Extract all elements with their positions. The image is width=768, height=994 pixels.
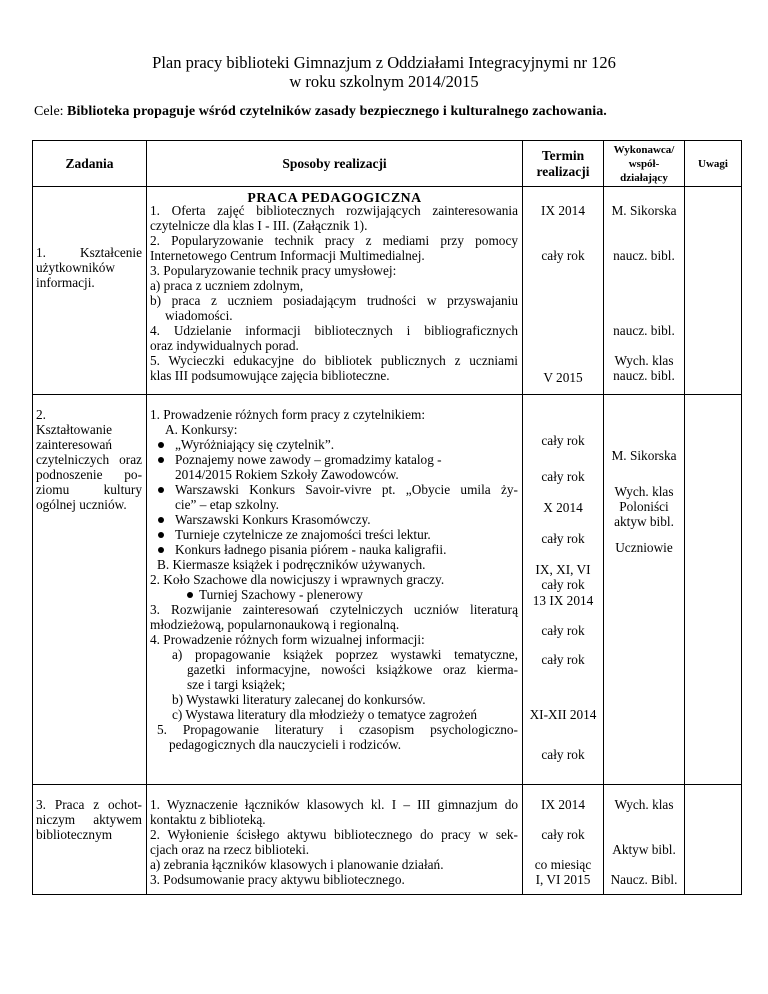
term-value: IX 2014: [541, 797, 585, 812]
executor-cell: [604, 785, 685, 895]
task-line: bibliotecznym: [36, 827, 113, 842]
col-header-executor-line: działający: [620, 171, 668, 184]
task-line: podnoszenie po-: [36, 467, 142, 482]
task-line: 2.: [36, 407, 46, 422]
method-line: Internetowego Centrum Informacji Multimedialnej.: [150, 248, 425, 263]
term-value: cały rok: [541, 747, 585, 762]
task-line: zainteresowań: [36, 437, 113, 452]
bullet-icon: [187, 592, 193, 598]
method-line: B. Kiermasze książek i podręczników używanych.: [157, 557, 426, 572]
method-line: „Wyróżniający się czytelnik”.: [175, 437, 335, 452]
col-header-methods: Sposoby realizacji: [147, 141, 523, 187]
term-cell: [523, 187, 604, 395]
method-line: 2014/2015 Rokiem Szkoły Zawodowców.: [175, 467, 399, 482]
term-value: co miesiąc: [534, 857, 592, 872]
method-line: 2. Wyłonienie ścisłego aktywu bibliotecznego do pracy w sek-: [150, 827, 518, 842]
method-line: 3. Popularyzowanie technik pracy umysłowej:: [150, 263, 397, 278]
col-header-term: [523, 141, 604, 187]
executor-cell: [604, 395, 685, 785]
title-line-2: w roku szkolnym 2014/2015: [289, 72, 479, 91]
task-line: 1. Kształcenie: [36, 245, 142, 260]
task-line: użytkowników: [36, 260, 116, 275]
task-line: informacji.: [36, 275, 95, 290]
task-line: 3. Praca z ochot-: [36, 797, 142, 812]
method-line: cie” – etap szkolny.: [175, 497, 279, 512]
term-value: cały rok: [541, 433, 585, 448]
method-line: 1. Prowadzenie różnych form pracy z czytelnikiem:: [150, 407, 426, 422]
method-line: gazetki informacyjne, nowości książkowe oraz kierma-: [187, 662, 518, 677]
goal-prefix: Cele:: [34, 104, 68, 119]
task-cell: [33, 395, 147, 785]
executor-value: Uczniowie: [615, 540, 673, 555]
task-cell: [33, 785, 147, 895]
task-line: ogólnej uczniów.: [36, 497, 127, 512]
term-value: X 2014: [543, 500, 583, 515]
method-line: klas III podsumowujące zajęcia biblioteczne.: [150, 368, 390, 383]
method-line: cjach oraz na rzecz biblioteki.: [150, 842, 310, 857]
term-value: IX, XI, VI: [535, 562, 591, 577]
method-line: Poznajemy nowe zawody – gromadzimy katalog -: [175, 452, 442, 467]
plan-table: [32, 140, 742, 895]
bullet-icon: [158, 487, 164, 493]
table-row: [33, 785, 742, 895]
method-line: czytelnicze dla klas I - III. (Załącznik 1).: [150, 218, 368, 233]
method-line: oraz indywidualnych porad.: [150, 338, 299, 353]
col-header-executor: [604, 141, 685, 187]
executor-value: Poloniści: [619, 499, 669, 514]
executor-value: Wych. klas: [614, 484, 674, 499]
term-value: V 2015: [543, 370, 583, 385]
col-header-executor-line: współ-: [628, 157, 660, 170]
bullet-icon: [158, 442, 164, 448]
table-row: [33, 395, 742, 785]
executor-value: Naucz. Bibl.: [610, 872, 678, 887]
task-line: ziomu kultury: [36, 482, 142, 497]
methods-cell: [147, 785, 523, 895]
method-line: 3. Podsumowanie pracy aktywu bibliotecznego.: [150, 872, 405, 887]
method-line: 1. Oferta zajęć bibliotecznych rozwijających zainteresowania: [150, 203, 518, 218]
title-line-1: Plan pracy biblioteki Gimnazjum z Oddziałami Integracyjnymi nr 126: [152, 53, 616, 72]
method-line: Turnieje czytelnicze ze znajomości treści lektur.: [175, 527, 431, 542]
method-line: 3. Rozwijanie zainteresowań czytelniczych uczniów literaturą: [150, 602, 518, 617]
method-line: b) praca z uczniem posiadającym trudności w przyswajaniu: [150, 293, 518, 308]
method-line: 2. Popularyzowanie technik pracy z mediami przy pomocy: [150, 233, 518, 248]
term-cell: [523, 395, 604, 785]
executor-value: Wych. klas: [614, 353, 674, 368]
executor-value: naucz. bibl.: [613, 248, 675, 263]
notes-cell: [685, 785, 742, 895]
method-line: Warszawski Konkurs Krasomówczy.: [175, 512, 371, 527]
method-line: 4. Udzielanie informacji bibliotecznych i bibliograficznych: [150, 323, 518, 338]
method-line: kontaktu z biblioteką.: [150, 812, 266, 827]
term-value: XI-XII 2014: [529, 707, 597, 722]
method-line: 1. Wyznaczenie łączników klasowych kl. I – III gimnazjum do: [150, 797, 518, 812]
col-header-tasks: Zadania: [33, 141, 147, 187]
method-line: A. Konkursy:: [165, 422, 238, 437]
method-line: c) Wystawa literatury dla młodzieży o tematyce zagrożeń: [172, 707, 478, 722]
term-value: IX 2014: [541, 203, 585, 218]
methods-cell: [147, 187, 523, 395]
method-line: Turniej Szachowy - plenerowy: [199, 587, 363, 602]
col-header-term-line: realizacji: [536, 163, 590, 179]
method-line: 4. Prowadzenie różnych form wizualnej informacji:: [150, 632, 425, 647]
bullet-icon: [158, 457, 164, 463]
task-line: niczym aktywem: [36, 812, 142, 827]
term-value: cały rok: [541, 469, 585, 484]
document-title: [0, 53, 768, 91]
notes-cell: [685, 187, 742, 395]
table-row: [33, 187, 742, 395]
term-value: cały rok: [541, 652, 585, 667]
executor-value: Aktyw bibl.: [612, 842, 676, 857]
bullet-icon: [158, 532, 164, 538]
method-line: a) zebrania łączników klasowych i planowanie działań.: [150, 857, 444, 872]
term-value: cały rok: [541, 531, 585, 546]
term-value: cały rok: [541, 248, 585, 263]
term-value: cały rok: [541, 827, 585, 842]
executor-value: M. Sikorska: [611, 203, 677, 218]
method-line: 5. Propagowanie literatury i czasopism psychologiczno-: [157, 722, 518, 737]
methods-cell: [147, 395, 523, 785]
bullet-icon: [158, 547, 164, 553]
goal-text: Biblioteka propaguje wśród czytelników zasady bezpiecznego i kulturalnego zachowania.: [67, 104, 607, 119]
method-line: a) praca z uczniem zdolnym,: [150, 278, 304, 293]
task-line: Kształtowanie: [36, 422, 113, 437]
method-line: a) propagowanie książek poprzez wystawki tematyczne,: [172, 647, 518, 662]
executor-value: Wych. klas: [614, 797, 674, 812]
goal-line: [34, 104, 754, 120]
method-line: pedagogicznych dla nauczycieli i rodziców.: [169, 737, 402, 752]
bullet-icon: [158, 517, 164, 523]
method-line: Konkurs ładnego pisania piórem - nauka kaligrafii.: [175, 542, 447, 557]
col-header-term-line: Termin: [541, 147, 585, 163]
method-line: Warszawski Konkurs Savoir-vivre pt. „Obycie umila ży-: [175, 482, 518, 497]
method-line: 2. Koło Szachowe dla nowicjuszy i wprawnych graczy.: [150, 572, 445, 587]
executor-value: M. Sikorska: [611, 448, 677, 463]
section-heading: PRACA PEDAGOGICZNA: [247, 190, 422, 205]
col-header-notes: Uwagi: [685, 141, 742, 187]
executor-cell: [604, 187, 685, 395]
executor-value: aktyw bibl.: [614, 514, 674, 529]
executor-value: naucz. bibl.: [613, 368, 675, 383]
method-line: sze i targi książek;: [187, 677, 286, 692]
method-line: 5. Wycieczki edukacyjne do bibliotek publicznych z uczniami: [150, 353, 518, 368]
task-line: czytelniczych oraz: [36, 452, 142, 467]
col-header-executor-line: Wykonawca/: [613, 143, 675, 156]
task-cell: [33, 187, 147, 395]
term-value: 13 IX 2014: [532, 593, 594, 608]
term-value: cały rok: [541, 577, 585, 592]
method-line: młodzieżową, popularnonaukową i regionalną.: [150, 617, 400, 632]
term-value: cały rok: [541, 623, 585, 638]
term-value: I, VI 2015: [535, 872, 591, 887]
method-line: wiadomości.: [165, 308, 233, 323]
executor-value: naucz. bibl.: [613, 323, 675, 338]
table-header-row: [33, 141, 742, 187]
method-line: b) Wystawki literatury zalecanej do konkursów.: [172, 692, 426, 707]
term-cell: [523, 785, 604, 895]
notes-cell: [685, 395, 742, 785]
